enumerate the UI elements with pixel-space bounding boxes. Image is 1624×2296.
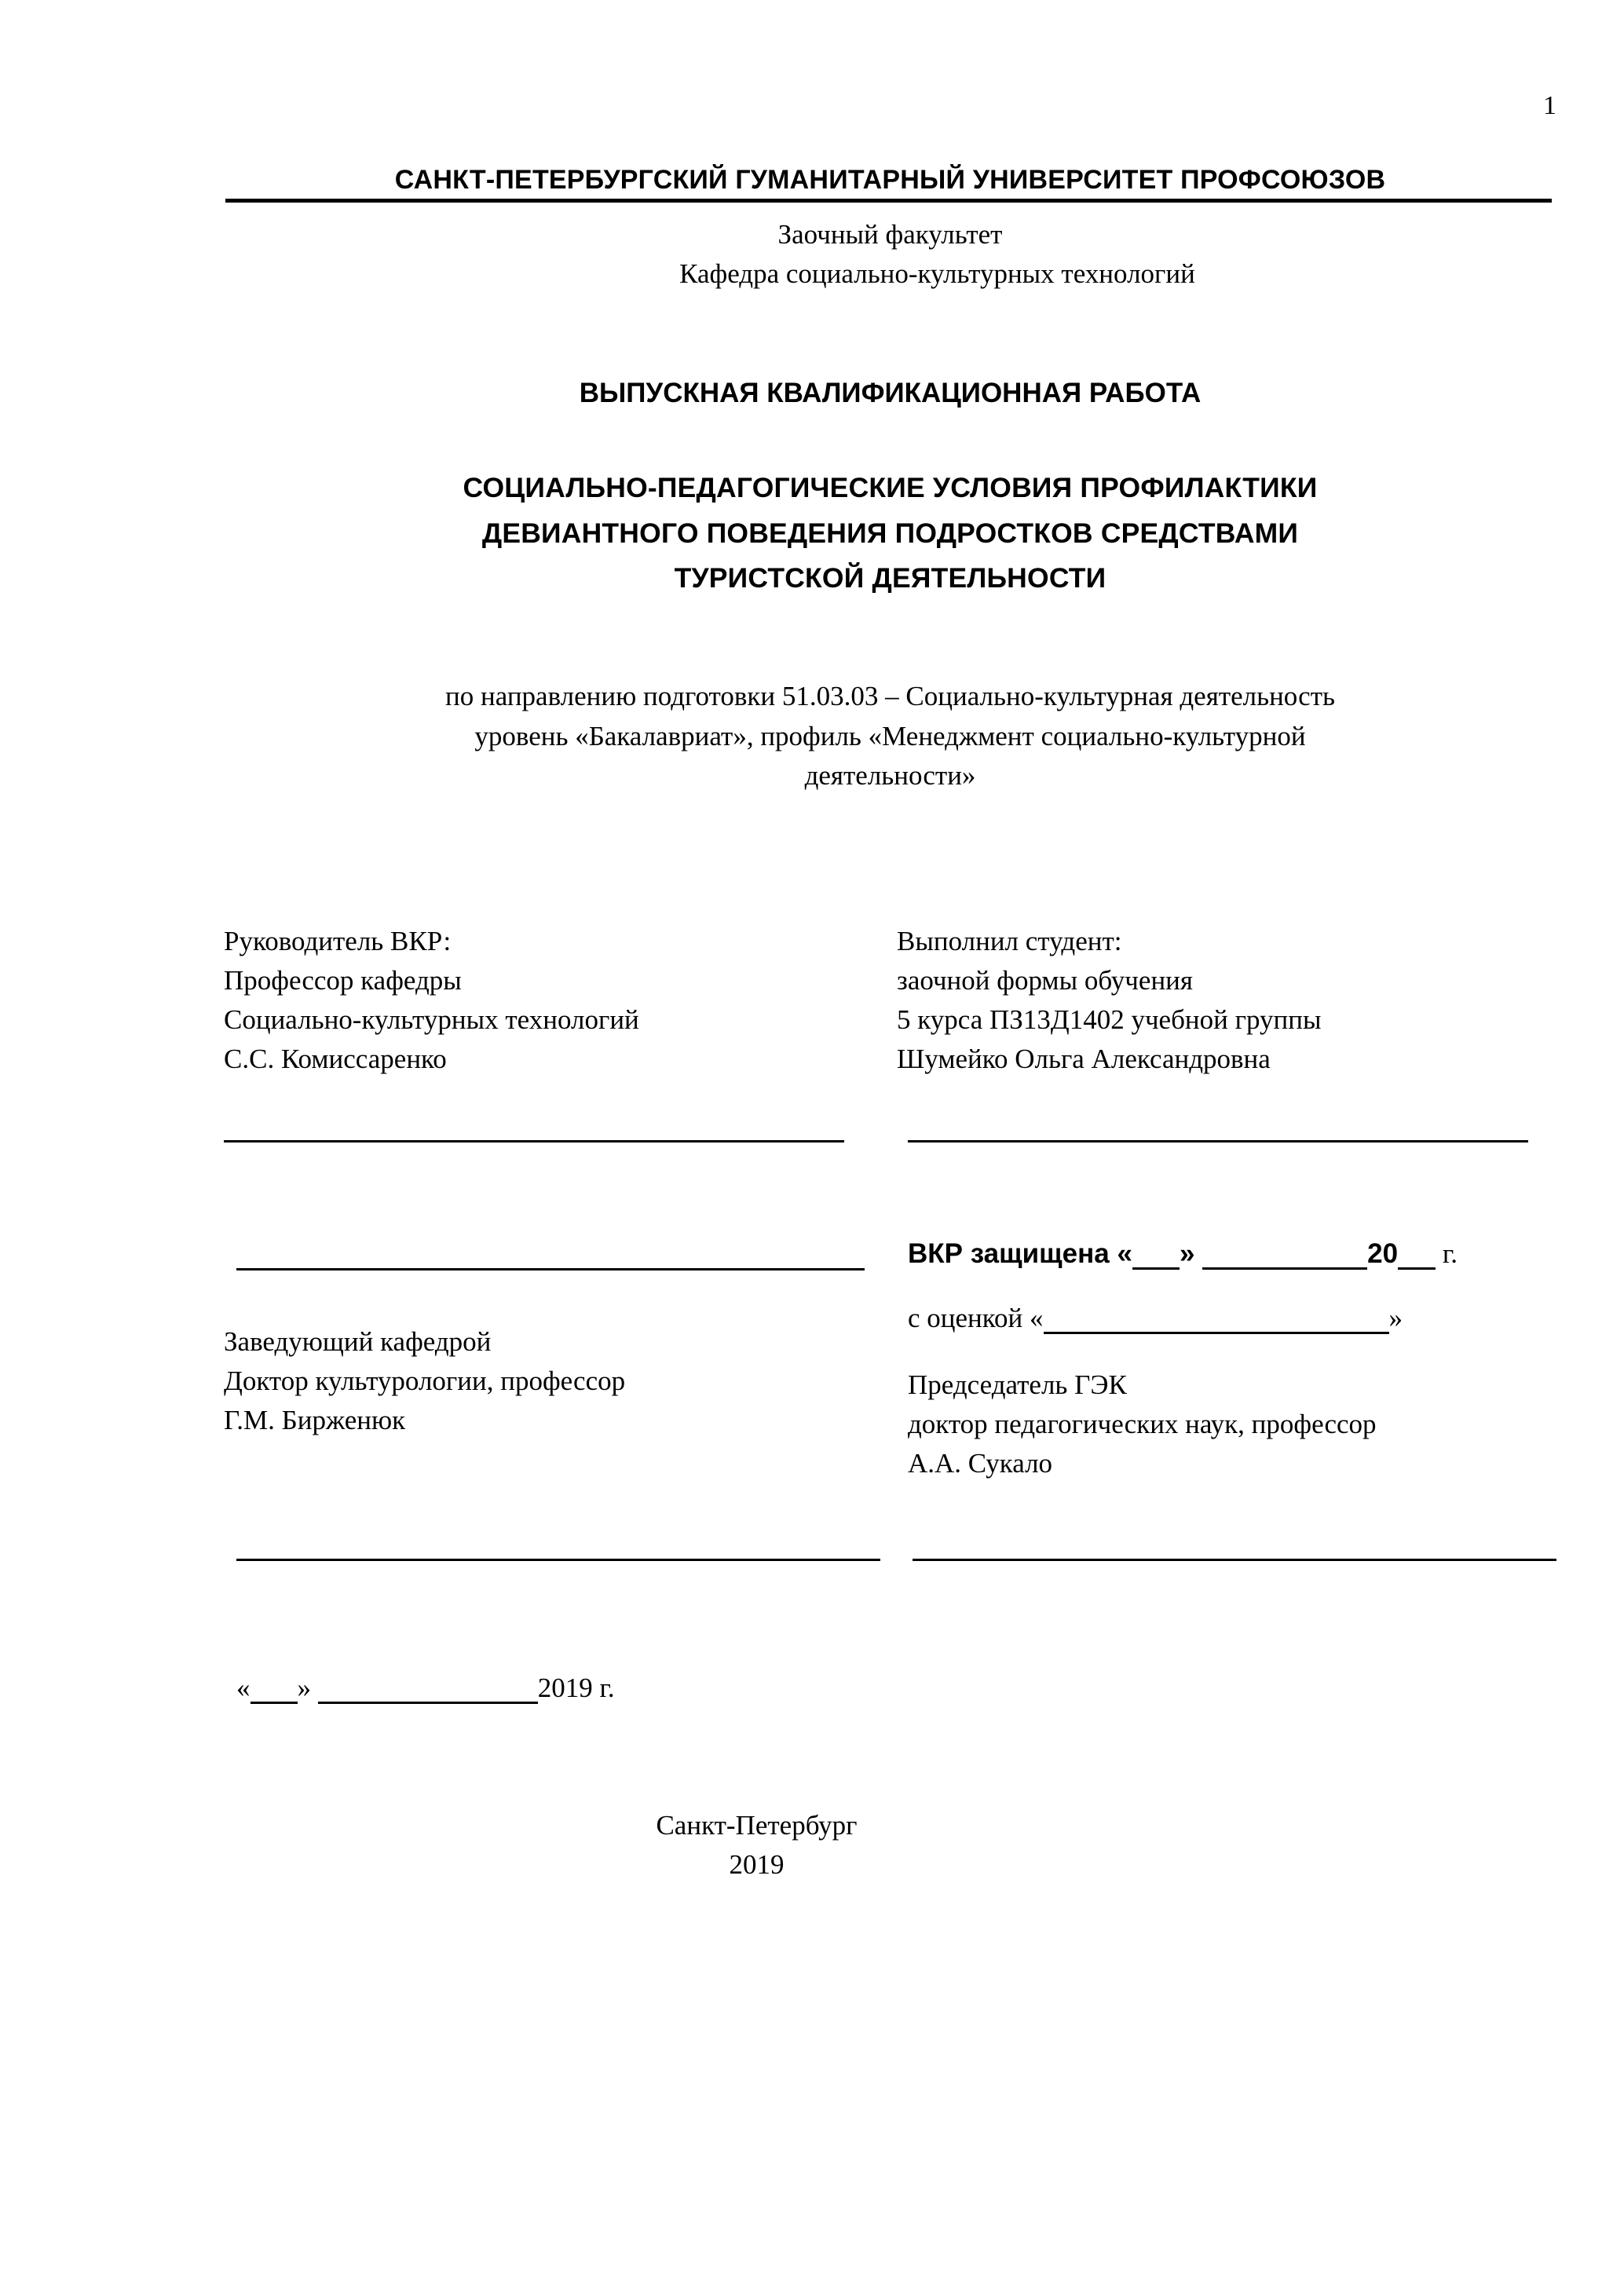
university-heading [224, 165, 1556, 203]
date-year: 2019 г. [537, 1673, 615, 1704]
student-line-3: Шумейко Ольга Александровна [897, 1044, 1271, 1075]
faculty-name: Заочный факультет [777, 219, 1003, 250]
footer-block [224, 1806, 1556, 1884]
page-number: 1 [1543, 91, 1556, 120]
student-column [897, 922, 1556, 1483]
defense-year-suffix: г. [1436, 1238, 1458, 1270]
supervisor-column [224, 922, 883, 1440]
gek-bottom-signature-line [913, 1559, 1556, 1561]
mark-blank [1044, 1303, 1389, 1335]
student-block [897, 922, 1556, 1079]
chair-signature-line [236, 1268, 865, 1270]
defense-quote-close: » [1179, 1238, 1203, 1270]
program-line-1: по направлению подготовки 51.03.03 – Социально-культурная деятельность [445, 680, 1335, 711]
student-signature-line [908, 1140, 1528, 1143]
city-name: Санкт-Петербург [656, 1810, 858, 1841]
program-block [224, 677, 1556, 796]
mark-suffix: » [1388, 1303, 1403, 1334]
work-title [224, 466, 1556, 601]
date-month-blank [318, 1673, 538, 1705]
defense-day-blank [1132, 1239, 1180, 1270]
defense-year-blank [1398, 1239, 1436, 1270]
program-line-3: деятельности» [804, 760, 976, 792]
signature-columns [224, 922, 1556, 1483]
mark-line [908, 1303, 1556, 1334]
chair-block [224, 1322, 883, 1440]
supervisor-line-1: Профессор кафедры [224, 965, 462, 996]
work-title-line-2: ДЕВИАНТНОГО ПОВЕДЕНИЯ ПОДРОСТКОВ СРЕДСТВАМИ [481, 517, 1299, 549]
footer-year: 2019 [729, 1849, 785, 1881]
chair-bottom-signature-line [236, 1559, 880, 1561]
gek-label: Председатель ГЭК [908, 1369, 1127, 1401]
university-name: САНКТ-ПЕТЕРБУРГСКИЙ ГУМАНИТАРНЫЙ УНИВЕРСИТЕТ ПРОФСОЮЗОВ [394, 165, 1386, 195]
chair-line-2: Г.М. Бирженюк [224, 1405, 406, 1436]
document-date-line [236, 1673, 1556, 1704]
chair-label: Заведующий кафедрой [224, 1326, 492, 1358]
gek-line-2: А.А. Сукало [908, 1448, 1053, 1479]
title-page-content [224, 165, 1556, 1885]
defense-prefix: ВКР защищена « [908, 1238, 1132, 1270]
gek-line-1: доктор педагогических наук, профессор [908, 1409, 1377, 1440]
department-name: Кафедра социально-культурных технологий [679, 258, 1195, 289]
date-day-blank [251, 1673, 298, 1705]
date-quote-close: » [297, 1673, 318, 1704]
work-title-line-1: СОЦИАЛЬНО-ПЕДАГОГИЧЕСКИЕ УСЛОВИЯ ПРОФИЛАКТИКИ [463, 472, 1318, 504]
program-line-2: уровень «Бакалавриат», профиль «Менеджмент социально-культурной [474, 720, 1306, 751]
defense-month-blank [1202, 1239, 1367, 1270]
supervisor-label: Руководитель ВКР: [224, 926, 452, 957]
supervisor-block [224, 922, 883, 1079]
defense-year-prefix: 20 [1367, 1238, 1399, 1270]
supervisor-line-3: С.С. Комиссаренко [224, 1044, 447, 1075]
date-quote-open: « [236, 1673, 251, 1704]
work-type: ВЫПУСКНАЯ КВАЛИФИКАЦИОННАЯ РАБОТА [579, 378, 1202, 409]
bottom-signature-lines [224, 1559, 1556, 1561]
student-line-2: 5 курса ПЗ13Д1402 учебной группы [897, 1004, 1322, 1036]
student-label: Выполнил студент: [897, 926, 1122, 957]
supervisor-signature-line [224, 1140, 844, 1143]
heading-divider [225, 199, 1552, 203]
faculty-block [224, 215, 1556, 293]
chair-line-1: Доктор культурологии, профессор [224, 1366, 626, 1397]
defense-date-line [908, 1238, 1556, 1270]
supervisor-line-2: Социально-культурных технологий [224, 1004, 639, 1036]
work-title-line-3: ТУРИСТСКОЙ ДЕЯТЕЛЬНОСТИ [674, 562, 1106, 594]
gek-block [908, 1366, 1556, 1483]
student-line-1: заочной формы обучения [897, 965, 1194, 996]
mark-prefix: с оценкой « [908, 1303, 1044, 1334]
